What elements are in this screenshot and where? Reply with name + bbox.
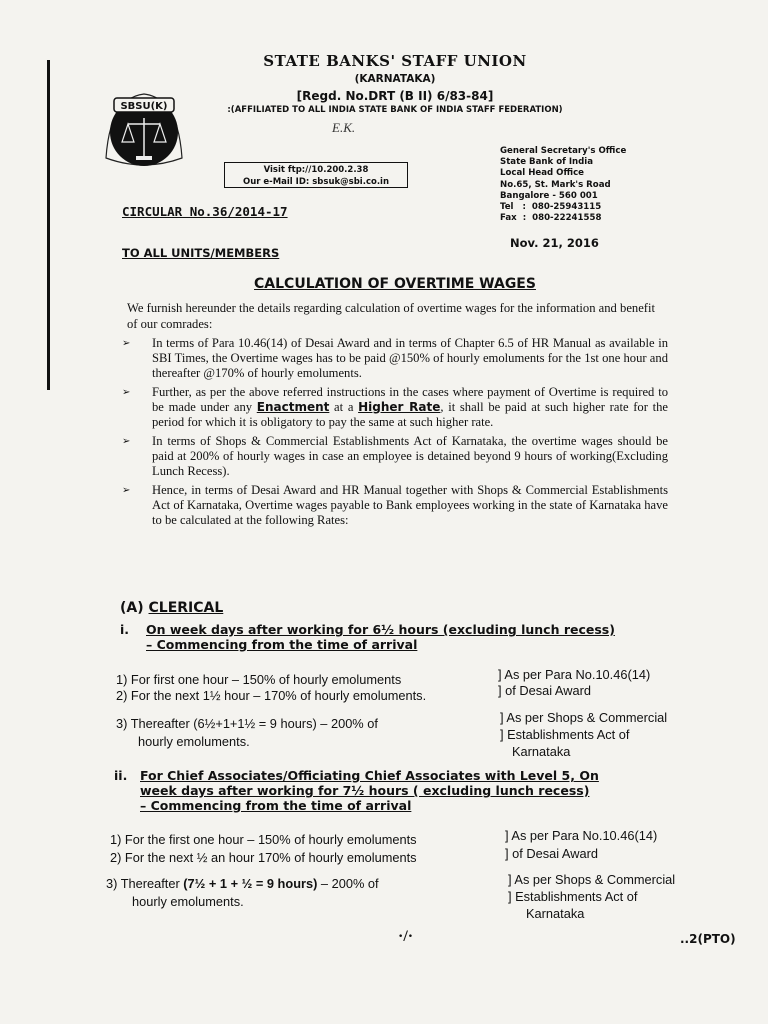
circular-date: Nov. 21, 2016 <box>510 236 599 250</box>
reference-line: ] Establishments Act of <box>508 889 638 904</box>
subsection-line: On week days after working for 6½ hours (excluding lunch recess) <box>146 622 615 637</box>
arrow-bullet-icon: ➢ <box>122 436 131 447</box>
office-line: Bangalore - 560 001 <box>500 190 598 201</box>
reference-line: ] of Desai Award <box>505 846 598 861</box>
rate-line: 3) Thereafter (7½ + 1 + ½ = 9 hours) – 200% of <box>106 876 379 891</box>
office-line: General Secretary's Office <box>500 146 627 156</box>
subsection-number: ii. <box>114 768 128 783</box>
reference-line: ] As per Shops & Commercial <box>500 710 668 725</box>
rate-line: hourly emoluments. <box>138 734 250 749</box>
office-line: Fax : 080-22241558 <box>500 213 602 224</box>
pen-mark: ·/· <box>398 928 414 945</box>
emphasis-enactment: Enactment <box>256 400 330 414</box>
subsection-line: For Chief Associates/Officiating Chief Associates with Level 5, On <box>140 768 599 783</box>
rate-line: 2) For the next ½ an hour 170% of hourly emoluments <box>110 850 417 865</box>
list-item: ➢ In terms of Shops & Commercial Establishments Act of Karnataka, the overtime wages should be paid at 200% of hourly wages in case an employee is detained beyond 9 hours of working(Excluding Lunch Recess). <box>122 434 668 478</box>
reference-line: ] As per Para No.10.46(14) <box>505 828 658 843</box>
rate-line: 3) Thereafter (6½+1+1½ = 9 hours) – 200% of <box>116 716 378 731</box>
margin-bar <box>47 60 50 390</box>
affiliation-line: :(AFFILIATED TO ALL INDIA STATE BANK OF INDIA STAFF FEDERATION) <box>227 105 563 115</box>
reference-line: Karnataka <box>526 906 585 921</box>
reference-line: ] As per Shops & Commercial <box>508 872 676 887</box>
subsection-line: – Commencing from the time of arrival <box>140 798 412 813</box>
email-line: Our e-Mail ID: sbsuk@sbi.co.in <box>242 177 390 187</box>
union-logo <box>100 88 188 170</box>
reference-line: ] As per Para No.10.46(14) <box>498 667 651 682</box>
logo-text: SBSU(K) <box>120 101 168 112</box>
subsection-line: – Commencing from the time of arrival <box>146 637 418 652</box>
section-title: CLERICAL <box>148 600 224 616</box>
emphasis-higher-rate: Higher Rate <box>358 400 441 414</box>
list-item: ➢ Further, as per the above referred instructions in the cases where payment of Overtime is required to be made under any Enactment at a Higher Rate, it shall be paid at such higher rate for the period for which it is obligatory to pay the same at such higher rate. <box>122 385 668 429</box>
page-continue: ..2(PTO) <box>680 932 736 946</box>
union-state: (KARNATAKA) <box>354 73 436 85</box>
handwritten-note: E.K. <box>332 120 356 135</box>
list-item: ➢ In terms of Para 10.46(14) of Desai Award and in terms of Chapter 6.5 of HR Manual as available in SBI Times, the Overtime wages has to be paid @150% of hourly emoluments for the 1st one hour and thereafter @170% of hourly emoluments. <box>122 336 668 380</box>
reference-line: Karnataka <box>512 744 571 759</box>
rate-line: hourly emoluments. <box>132 894 244 909</box>
rate-line: 2) For the next 1½ hour – 170% of hourly emoluments. <box>116 688 427 703</box>
office-line: State Bank of India <box>500 157 594 168</box>
arrow-bullet-icon: ➢ <box>122 338 131 349</box>
office-line: Tel : 080-25943115 <box>500 202 602 213</box>
hours-emphasis: (7½ + 1 + ½ = 9 hours) <box>183 876 318 891</box>
union-name: STATE BANKS' STAFF UNION <box>263 52 527 70</box>
section-label: (A) <box>120 600 144 616</box>
office-address <box>500 146 626 224</box>
rate-line: 1) For the first one hour – 150% of hourly emoluments <box>110 832 417 847</box>
contact-box <box>224 162 408 188</box>
subsection-number: i. <box>120 622 130 637</box>
arrow-bullet-icon: ➢ <box>122 485 131 496</box>
section-heading <box>120 600 223 616</box>
registration-number: [Regd. No.DRT (B II) 6/83-84] <box>296 89 494 103</box>
intro-paragraph: We furnish hereunder the details regarding calculation of overtime wages for the information and benefit of our comrades: <box>127 301 655 331</box>
circular-number: CIRCULAR No.36/2014-17 <box>122 204 288 219</box>
bullet-list <box>122 336 668 532</box>
subsection-i-heading <box>120 622 680 652</box>
rate-line: 1) For first one hour – 150% of hourly emoluments <box>116 672 402 687</box>
reference-line: ] of Desai Award <box>498 683 591 698</box>
reference-line: ] Establishments Act of <box>500 727 630 742</box>
addressee: TO ALL UNITS/MEMBERS <box>122 246 280 260</box>
document-title: CALCULATION OF OVERTIME WAGES <box>254 276 536 292</box>
arrow-bullet-icon: ➢ <box>122 387 131 398</box>
office-line: No.65, St. Mark's Road <box>500 179 611 190</box>
list-item: ➢ Hence, in terms of Desai Award and HR Manual together with Shops & Commercial Establishments Act of Karnataka, Overtime wages payable to Bank employees working in the state of Karnataka have to be calculated at the following Rates: <box>122 483 668 527</box>
subsection-ii-heading <box>114 768 694 813</box>
subsection-line: week days after working for 7½ hours ( excluding lunch recess) <box>140 783 590 798</box>
office-line: Local Head Office <box>500 168 584 179</box>
ftp-line: Visit ftp://10.200.2.38 <box>263 165 369 175</box>
